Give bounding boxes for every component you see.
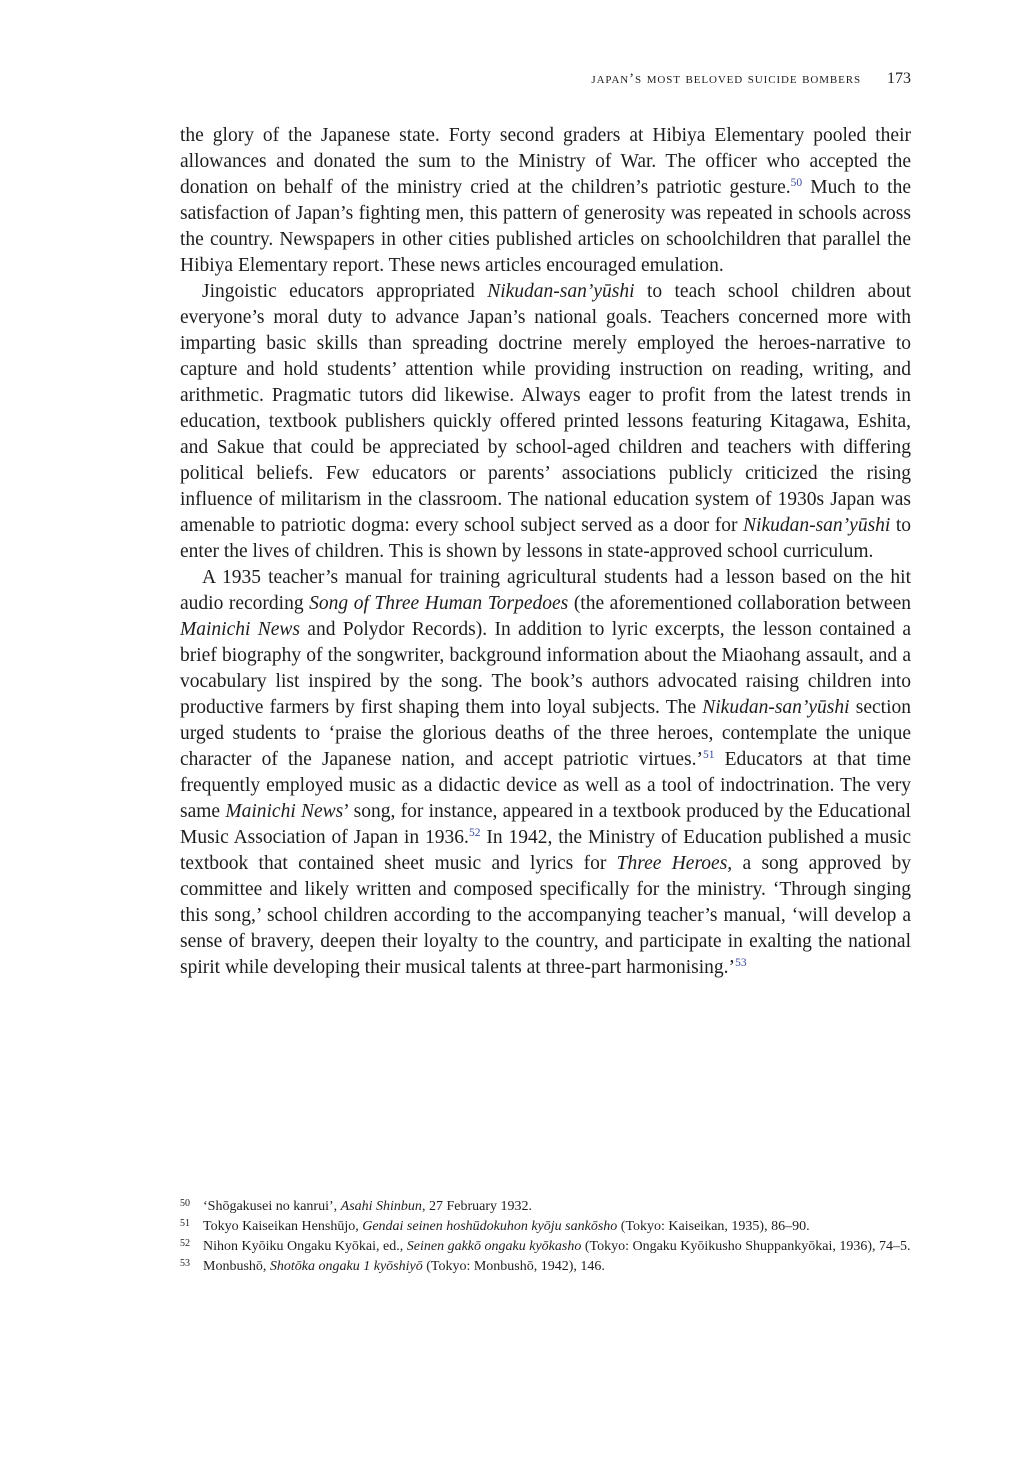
italic-title: Song of Three Human Torpedoes — [309, 593, 569, 614]
footnote-text: Tokyo Kaiseikan Henshūjo, — [203, 1219, 363, 1234]
italic-term: Nikudan-san’yūshi — [743, 515, 891, 536]
text-run: and Polydor Records). In addition to lyric excerpts, the lesson contained a brief biography of the songwriter, background information about the Miaohang assault, and a vocabulary list inspired by the song. The book’s authors advocated raising children into productive farmers by first shaping them into loyal subjects. The — [180, 619, 911, 718]
footnote-italic: Shotōka ongaku 1 kyōshiyō — [269, 1259, 423, 1274]
text-run: A 1935 teacher’s manual for training agricultural students had a lesson based on the hit audio recording — [180, 567, 911, 614]
footnote-number: 51 — [180, 1218, 190, 1229]
footnote-text: (Tokyo: Kaiseikan, 1935), 86–90. — [617, 1219, 810, 1234]
footnote-number: 53 — [180, 1258, 190, 1269]
footnote-ref-50[interactable]: 50 — [790, 177, 803, 189]
footnote-ref-53[interactable]: 53 — [735, 957, 747, 969]
page-number: 173 — [887, 70, 911, 87]
footnote-ref-51[interactable]: 51 — [702, 749, 715, 761]
italic-title: Three Heroes, — [616, 853, 733, 874]
running-title: japan’s most beloved suicide bombers — [591, 71, 861, 87]
footnote-text: Monbushō, — [203, 1259, 270, 1274]
text-run: Much to the satisfaction of Japan’s fighting men, this pattern of generosity was repeated in schools across the country. Newspapers in other cities published articles on schoolchildren that parallel the Hibiya Elementary report. These news articles encouraged emulation. — [180, 177, 911, 276]
footnote-52 — [180, 1237, 911, 1257]
text-run: (the aforementioned collaboration between — [568, 593, 911, 614]
footnote-italic: Seinen gakkō ongaku kyōkasho — [406, 1239, 582, 1254]
text-run: Jingoistic educators appropriated — [202, 281, 488, 302]
paragraph-2 — [180, 279, 911, 565]
italic-title: Mainichi News — [180, 619, 300, 640]
footnote-50 — [180, 1197, 911, 1217]
footnote-53 — [180, 1257, 911, 1277]
running-header — [180, 70, 911, 88]
footnote-text: (Tokyo: Monbushō, 1942), 146. — [422, 1259, 605, 1274]
footnote-number: 50 — [180, 1198, 190, 1209]
footnote-number: 52 — [180, 1238, 190, 1249]
footnote-51 — [180, 1217, 911, 1237]
footnote-text: Nihon Kyōiku Ongaku Kyōkai, ed., — [203, 1239, 407, 1254]
paragraph-1 — [180, 123, 911, 279]
italic-title: Mainichi News — [225, 801, 344, 822]
text-run: Educators at that time frequently employed music as a didactic device as well as a tool of indoctrination. The very same — [180, 749, 911, 822]
text-run: the glory of the Japanese state. Forty second graders at Hibiya Elementary pooled their allowances and donated the sum to the Ministry of War. The officer who accepted the donation on behalf of the ministry cried at the children’s patriotic gesture. — [180, 125, 911, 198]
footnote-italic: Gendai seinen hoshūdokuhon kyōju sankōsho — [362, 1219, 618, 1234]
footnote-text: ‘Shōgakusei no kanrui’, — [203, 1199, 341, 1214]
text-run: section urged students to ‘praise the glorious deaths of the three heroes, contemplate the unique character of the Japanese nation, and accept patriotic virtues.’ — [180, 697, 911, 770]
main-text — [180, 123, 911, 981]
italic-term: Nikudan-san’yūshi — [487, 281, 635, 302]
footnote-ref-52[interactable]: 52 — [468, 827, 481, 839]
text-run: to teach school children about everyone’s moral duty to advance Japan’s national goals. Teachers concerned more with imparting basic skills than spreading doctrine merely employed the heroes-narrative to capture and hold students’ attention while providing instruction on reading, writing, and arithmetic. Pragmatic tutors did likewise. Always eager to profit from the latest trends in education, textbook publishers quickly offered printed lessons featuring Kitagawa, Eshita, and Sakue that could be appreciated by school-aged children and teachers with differing political beliefs. Few educators or parents’ associations publicly criticized the rising influence of militarism in the classroom. The national education system of 1930s Japan was amenable to patriotic dogma: every school subject served as a door for — [180, 281, 911, 536]
footnotes — [180, 1197, 911, 1277]
text-run: In 1942, the Ministry of Education published a music textbook that contained sheet music and lyrics for — [180, 827, 912, 874]
text-run: to enter the lives of children. This is shown by lessons in state-approved school curriculum. — [180, 515, 912, 562]
paragraph-3 — [180, 565, 911, 981]
footnote-italic: Asahi Shinbun — [340, 1199, 422, 1214]
footnote-text: (Tokyo: Ongaku Kyōikusho Shuppankyōkai, 1936), 74–5. — [581, 1239, 911, 1254]
italic-term: Nikudan-san’yūshi — [702, 697, 850, 718]
footnote-text: , 27 February 1932. — [421, 1199, 532, 1214]
text-run: a song approved by committee and likely written and composed specifically for the ministry. ‘Through singing this song,’ school children according to the accompanying teacher’s manual, ‘will develop a sense of bravery, deepen their loyalty to the country, and participate in exalting the national spirit while developing their musical talents at three-part harmonising.’ — [180, 853, 911, 978]
text-run: ’ song, for instance, appeared in a textbook produced by the Educational Music Association of Japan in 1936. — [180, 801, 911, 848]
